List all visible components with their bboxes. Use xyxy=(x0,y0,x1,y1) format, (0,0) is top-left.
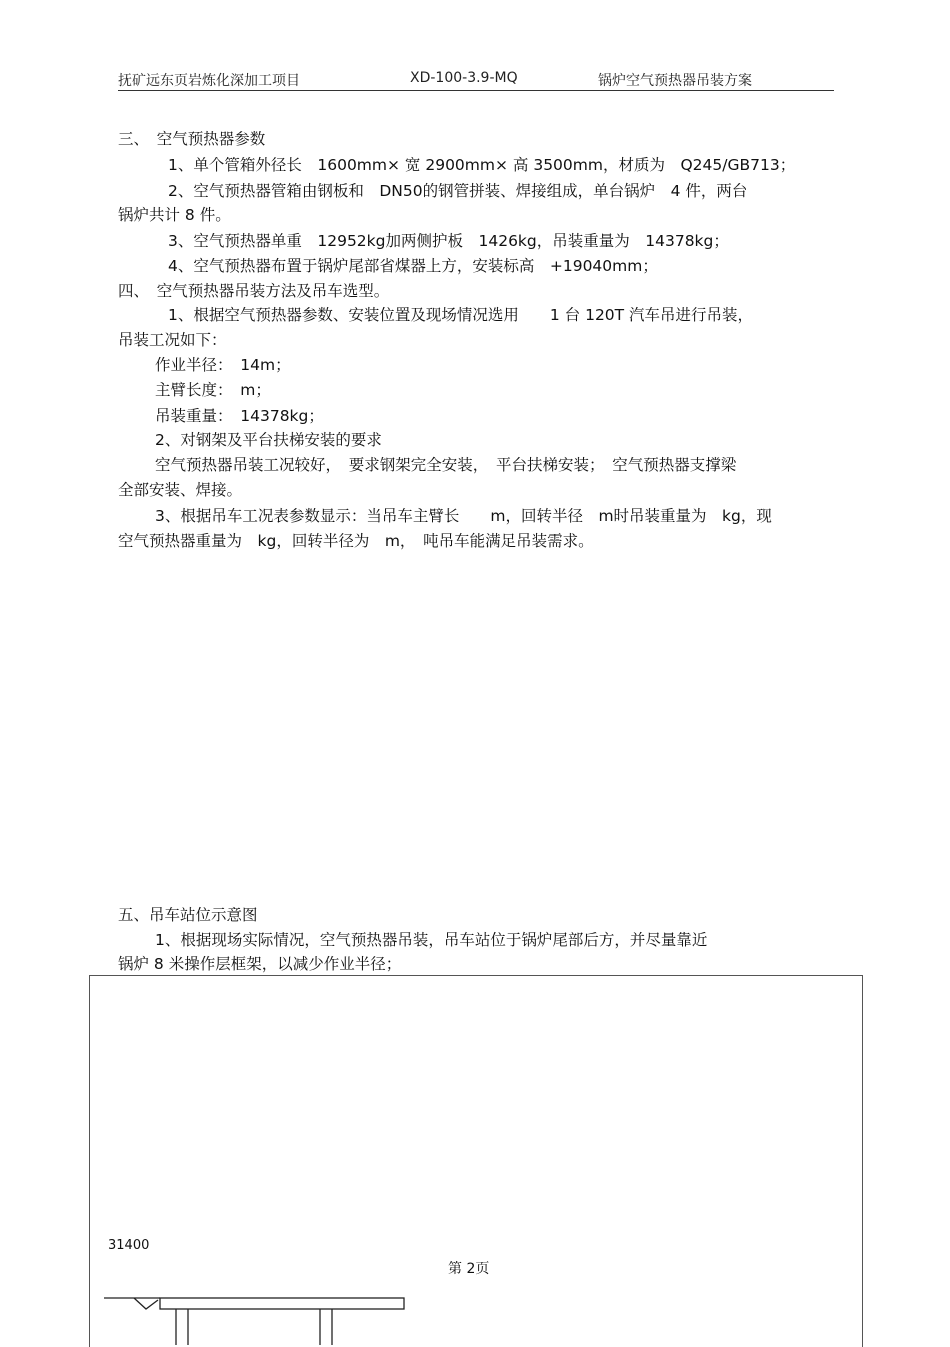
header-document-title: 锅炉空气预热器吊装方案 xyxy=(598,73,752,89)
section4-item2-line1: 空气预热器吊装工况较好， 要求钢架完全安装， 平台扶梯安装； 空气预热器支撑梁 xyxy=(155,456,737,474)
section4-boom-length: 主臂长度： m； xyxy=(155,381,271,399)
section4-item1-line2: 吊装工况如下： xyxy=(118,331,227,349)
section4-radius: 作业半径： 14m； xyxy=(155,356,291,374)
section5-item1-line2: 锅炉 8 米操作层框架，以减少作业半径； xyxy=(118,955,402,973)
page-number: 第 2页 xyxy=(448,1261,490,1277)
header-project-name: 抚矿远东页岩炼化深加工项目 xyxy=(118,73,300,89)
section4-title: 四、 空气预热器吊装方法及吊车选型。 xyxy=(118,282,390,300)
section4-item3-line2: 空气预热器重量为 kg，回转半径为 m， 吨吊车能满足吊装需求。 xyxy=(118,532,594,550)
section4-item2-title: 2、对钢架及平台扶梯安装的要求 xyxy=(155,431,382,449)
section3-item1: 1、单个管箱外径长 1600mm× 宽 2900mm× 高 3500mm，材质为 Q245/GB713； xyxy=(168,156,796,174)
section4-item3-line1: 3、根据吊车工况表参数显示：当吊车主臂长 m，回转半径 m时吊装重量为 kg，现 xyxy=(155,507,772,525)
section4-item2-line2: 全部安装、焊接。 xyxy=(118,481,243,499)
section5-item1-line1: 1、根据现场实际情况，空气预热器吊装，吊车站位于锅炉尾部后方，并尽量靠近 xyxy=(155,931,708,949)
header-document-code: XD-100-3.9-MQ xyxy=(410,70,518,86)
figure-dimension-label: 31400 xyxy=(108,1238,150,1253)
section5-title: 五、吊车站位示意图 xyxy=(118,906,258,924)
section3-item3: 3、空气预热器单重 12952kg加两侧护板 1426kg，吊装重量为 14378kg； xyxy=(168,232,729,250)
header-divider xyxy=(118,90,834,91)
section3-title: 三、 空气预热器参数 xyxy=(118,130,266,148)
section3-item2-line1: 2、空气预热器管箱由钢板和 DN50的钢管拼装、焊接组成，单台锅炉 4 件，两台 xyxy=(168,182,748,200)
section3-item2-line2: 锅炉共计 8 件。 xyxy=(118,206,231,224)
crane-position-sketch xyxy=(100,1292,410,1345)
section4-lift-weight: 吊装重量： 14378kg； xyxy=(155,407,324,425)
section3-item4: 4、空气预热器布置于锅炉尾部省煤器上方，安装标高 +19040mm； xyxy=(168,257,658,275)
section4-item1-line1: 1、根据空气预热器参数、安装位置及现场情况选用 1 台 120T 汽车吊进行吊装， xyxy=(168,306,754,324)
